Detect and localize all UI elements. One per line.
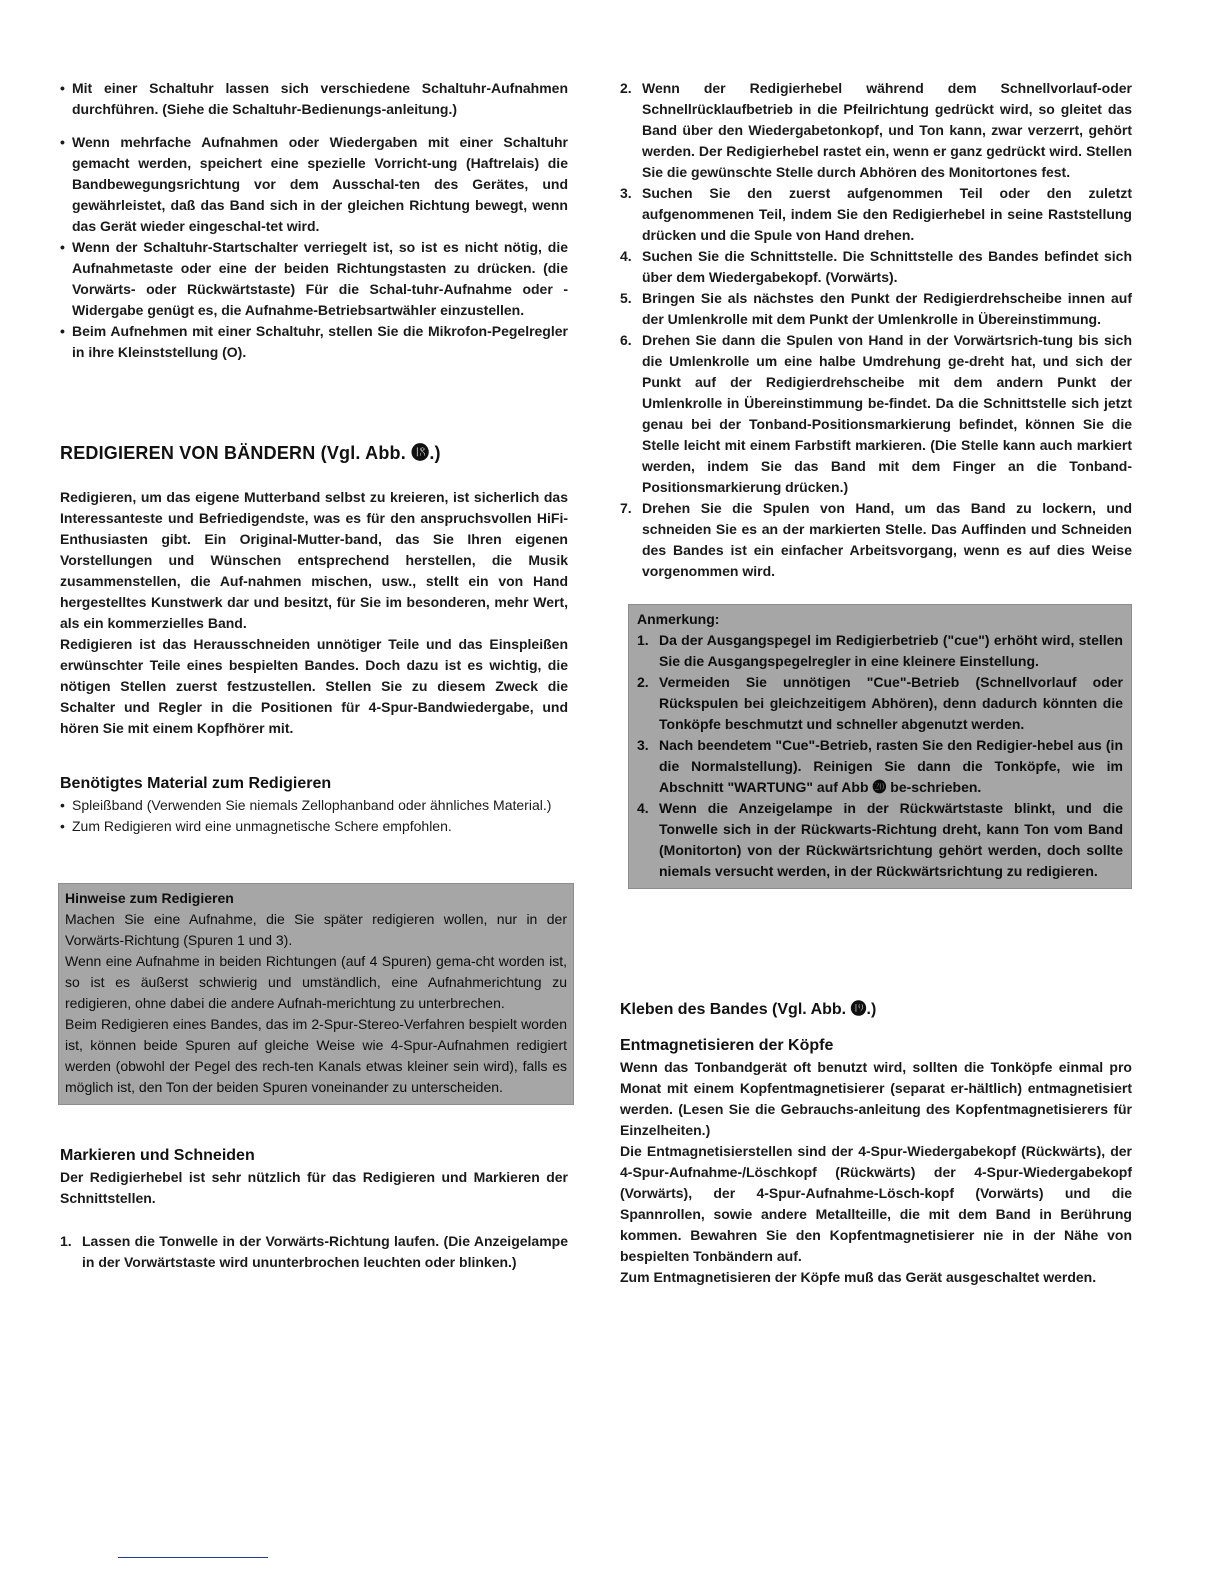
entmag-heading: Entmagnetisieren der Köpfe — [620, 1037, 834, 1054]
note-number: 2. — [637, 674, 649, 690]
hints-paragraph: Beim Redigieren eines Bandes, das im 2-Spur-Stereo-Verfahren bespielt worden ist, können beide Spuren auf gleiche Weise wie 4-Spur-Aufnahmen redigiert werden (obwohl der Pegel des rech-ten Kanals etwas kleiner sein wird), falls es möglich ist, den Ton der beiden Spuren voneinander zu unterscheiden. — [65, 1016, 567, 1095]
step-text: Drehen Sie die Spulen von Hand, um das Band zu lockern, und schneiden Sie es an der markierten Stelle. Das Auffinden und Schneiden des Bandes ist ein einfacher Arbeitsvorgang, wenn es auf dies Weise vorgenommen wird. — [642, 500, 1132, 579]
note-number: 1. — [637, 632, 649, 648]
step-item — [60, 1231, 568, 1273]
note-item — [637, 735, 1123, 798]
right-column — [620, 78, 1132, 1288]
step-item — [620, 183, 1132, 246]
hints-paragraph: Machen Sie eine Aufnahme, die Sie später redigieren wollen, nur in der Vorwärts-Richtung (Spuren 1 und 3). — [65, 911, 567, 948]
footer-rule — [118, 1557, 268, 1558]
step-text: Suchen Sie die Schnittstelle. Die Schnittstelle des Bandes befindet sich über dem Wiedergabekopf. (Vorwärts). — [642, 248, 1132, 285]
step-number: 2. — [620, 80, 632, 96]
left-column — [60, 78, 568, 1273]
step-item — [620, 498, 1132, 582]
step-item — [620, 330, 1132, 498]
hints-paragraph: Wenn eine Aufnahme in beiden Richtungen (auf 4 Spuren) gema-cht worden ist, so ist es äußerst schwierig und umständlich, eine Aufnahmerichtung zu redigieren, ohne dabei die andere Aufnah-merichtung zu unterbrechen. — [65, 953, 567, 1011]
step-number: 4. — [620, 248, 632, 264]
material-item: • Zum Redigieren wird eine unmagnetische Schere empfohlen. — [60, 816, 568, 837]
entmag-paragraph: Wenn das Tonbandgerät oft benutzt wird, sollten die Tonköpfe einmal pro Monat mit einem Kopfentmagnetisierer (separat er-hältlich) entmagnetisiert werden. (Lesen Sie die Gebrauchs-anleitung des Kopfentmagnetisierers für Einzelheiten.) — [620, 1059, 1132, 1138]
step-number: 7. — [620, 500, 632, 516]
step-item — [620, 78, 1132, 183]
note-item — [637, 798, 1123, 882]
note-text: Da der Ausgangspegel im Redigierbetrieb ("cue") erhöht wird, stellen Sie die Ausgangspegelregler in eine kleinere Einstellung. — [659, 632, 1123, 669]
intro-bullets — [60, 78, 568, 363]
entmag-paragraph: Die Entmagnetisierstellen sind der 4-Spur-Wiedergabekopf (Rückwärts), der 4-Spur-Aufnahme-/Löschkopf (Rückwärts) der 4-Spur-Wiedergabekopf (Vorwärts), der 4-Spur-Aufnahme-Lösch-kopf (Vorwärts) und die Spannrollen, sowie andere Metallteille, die mit dem Band in Berührung kommen. Bewahren Sie den Kopfentmagnetisierer nie in der Nähe von bespielten Tonbändern auf. — [620, 1143, 1132, 1264]
step-text: Bringen Sie als nächstes den Punkt der Redigierdrehscheibe innen auf der Umlenkrolle mit dem Punkt der Umlenkrolle in Übereinstimmung. — [642, 290, 1132, 327]
step-text: Drehen Sie dann die Spulen von Hand in der Vorwärtsrich-tung bis sich die Umlenkrolle um eine halbe Umdrehung ge-dreht hat, und sich der Punkt auf der Redigierdrehscheibe mit dem andern Punkt der Umlenkrolle in Übereinstimmung be-findet. Da die Schnittstelle sich jetzt genau bei der Tonband-Positionsmarkierung befindet, können Sie die Stelle leicht mit einem Farbstift markieren. (Die Stelle kann auch markiert werden, indem Sie das Band mit dem Finger an die Tonband-Positionsmarkierung drücken.) — [642, 332, 1132, 495]
note-text: Nach beendetem "Cue"-Betrieb, rasten Sie den Redigier-hebel aus (in die Normalstellung). Reinigen Sie dann die Tonköpfe, wie im Abschnitt "WARTUNG" auf Abb ⓴ be-schrieben. — [659, 737, 1123, 795]
step-item — [620, 288, 1132, 330]
note-box — [628, 604, 1132, 889]
kleben-heading: Kleben des Bandes (Vgl. Abb. ⓳.) — [620, 1001, 877, 1018]
entmag-paragraph: Zum Entmagnetisieren der Köpfe muß das Gerät ausgeschaltet werden. — [620, 1269, 1097, 1285]
note-title: Anmerkung: — [637, 611, 720, 627]
material-heading: Benötigtes Material zum Redigieren — [60, 775, 332, 792]
hints-title: Hinweise zum Redigieren — [65, 890, 234, 906]
note-text: Vermeiden Sie unnötigen "Cue"-Betrieb (Schnellvorlauf oder Rückspulen bei gleichzeitigem Abhören), denn dadurch könnten die Tonköpfe beschmutzt und schneller abgenutzt werden. — [659, 674, 1123, 732]
note-number: 3. — [637, 737, 649, 753]
intro-paragraph-2: Redigieren ist das Herausschneiden unnötiger Teile und das Einspleißen erwünschter Teile eines bespielten Bandes. Doch dazu ist es wichtig, die nötigen Stellen zuerst festzustellen. Stellen Sie zu diesem Zweck die Schalter und Regler in die Positionen für 4-Spur-Bandwiedergabe, und hören Sie mit einem Kopfhörer mit. — [60, 636, 568, 736]
bullet-item: • Mit einer Schaltuhr lassen sich verschiedene Schaltuhr-Aufnahmen durchführen. (Siehe die Schaltuhr-Bedienungs-anleitung.) — [60, 78, 568, 120]
note-item — [637, 630, 1123, 672]
note-number: 4. — [637, 800, 649, 816]
bullet-item: • Beim Aufnehmen mit einer Schaltuhr, stellen Sie die Mikrofon-Pegelregler in ihre Kleinststellung (O). — [60, 321, 568, 363]
section-heading-redigieren: REDIGIEREN VON BÄNDERN (Vgl. Abb. ⓲.) — [60, 443, 441, 463]
note-item — [637, 672, 1123, 735]
bullet-item: • Wenn der Schaltuhr-Startschalter verriegelt ist, so ist es nicht nötig, die Aufnahmetaste oder eine der beiden Richtungstasten zu drücken. (die Vorwärts- oder Rückwärtstaste) Für die Schal-tuhr-Aufnahme oder -Widergabe genügt es, die Aufnahme-Betriebsartwähler einzustellen. — [60, 237, 568, 321]
step-number: 3. — [620, 185, 632, 201]
step-number: 1. — [60, 1233, 72, 1249]
step-number: 5. — [620, 290, 632, 306]
step-text: Wenn der Redigierhebel während dem Schnellvorlauf-oder Schnellrücklaufbetrieb in die Pfeilrichtung gedrückt wird, so gleitet das Band über den Wiedergabetonkopf, und Ton kann, zwar verzerrt, gehört werden. Der Redigierhebel rastet ein, wenn er ganz gedrückt wird. Stellen Sie die gewünschte Stelle durch Abhören des Monitortones fest. — [642, 80, 1132, 180]
step-number: 6. — [620, 332, 632, 348]
mark-intro: Der Redigierhebel ist sehr nützlich für das Redigieren und Markieren der Schnittstellen. — [60, 1169, 568, 1206]
step-text: Suchen Sie den zuerst aufgenommen Teil oder den zuletzt aufgenommenen Teil, indem Sie den Redigierhebel in seine Raststellung drücken und die Spule von Hand drehen. — [642, 185, 1132, 243]
mark-heading: Markieren und Schneiden — [60, 1147, 255, 1164]
note-text: Wenn die Anzeigelampe in der Rückwärtstaste blinkt, und die Tonwelle sich in der Rückwarts-Richtung dreht, kann Ton vom Band (Monitorton) von der Rückwärtsrichtung gehört werden, doch sollte niemals versucht werden, in der Rückwärtsrichtung zu redigieren. — [659, 800, 1123, 879]
intro-paragraph: Redigieren, um das eigene Mutterband selbst zu kreieren, ist sicherlich das Interessanteste und Befriedigendste, was es für den anspruchsvollen HiFi-Enthusiasten gibt. Ein Original-Mutter-band, das Sie Ihren eigenen Vorstellungen und Wünschen entsprechend herstellen, die Musik zusammenstellen, die Auf-nahmen mischen, usw., stellt ein von Hand hergestelltes Kunstwerk dar und besitzt, für Sie im besonderen, mehr Wert, als ein kommerzielles Band. — [60, 489, 568, 631]
hints-box — [58, 883, 574, 1105]
bullet-item: • Wenn mehrfache Aufnahmen oder Wiedergaben mit einer Schaltuhr gemacht werden, speichert eine spezielle Vorricht-ung (Haftrelais) die Bandbewegungsrichtung vor dem Ausschal-ten des Gerätes, und gewährleistet, daß das Band sich in der gleichen Richtung bewegt, wenn das Gerät wieder eingeschal-tet wird. — [60, 132, 568, 237]
material-item: • Spleißband (Verwenden Sie niemals Zellophanband oder ähnliches Material.) — [60, 795, 568, 816]
step-item — [620, 246, 1132, 288]
steps-list — [620, 78, 1132, 582]
step-text: Lassen die Tonwelle in der Vorwärts-Richtung laufen. (Die Anzeigelampe in der Vorwärtstaste wird ununterbrochen leuchten oder blinken.) — [82, 1233, 568, 1270]
